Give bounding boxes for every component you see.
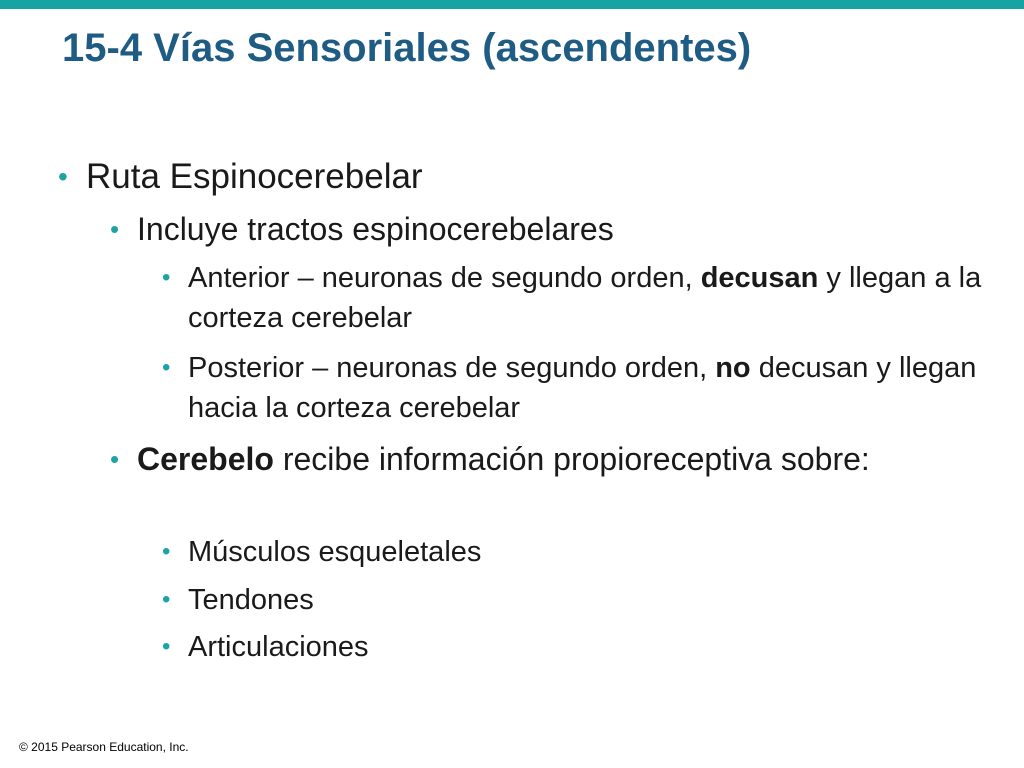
bullet-route <box>58 156 988 198</box>
bullet-text <box>188 348 982 428</box>
bullet-text <box>188 258 982 338</box>
bullet-dot-icon: • <box>110 444 120 474</box>
bullet-dot-icon: • <box>110 214 120 244</box>
bullet-text: Músculos esqueletales <box>188 536 482 568</box>
bullet-tracts <box>110 208 990 251</box>
bullet-text: Ruta Espinocerebelar <box>86 157 423 196</box>
bullet-text-emphasis: Cerebelo <box>137 441 274 477</box>
bullet-tendons <box>162 580 982 620</box>
bullet-muscles <box>162 532 982 572</box>
bullet-text: Incluye tractos espinocerebelares <box>137 211 614 247</box>
slide-title: 15-4 Vías Sensoriales (ascendentes) <box>62 26 752 70</box>
bullet-dot-icon: • <box>162 354 171 381</box>
bullet-posterior <box>162 348 982 428</box>
bullet-dot-icon: • <box>162 586 171 613</box>
bullet-text-emphasis: decusan <box>700 262 819 294</box>
bullet-text-part: decusan y llegan hacia la corteza cerebelar <box>188 352 977 424</box>
bullet-dot-icon: • <box>162 633 171 660</box>
bullet-text-part: Posterior – neuronas de segundo orden, <box>188 352 716 384</box>
bullet-text: Tendones <box>188 584 314 616</box>
bullet-text-part: y llegan a la corteza cerebelar <box>188 262 982 334</box>
bullet-text-part: Anterior – neuronas de segundo orden, <box>188 262 701 294</box>
top-accent-bar <box>0 0 1024 9</box>
bullet-text-part: recibe información propioreceptiva sobre: <box>273 441 870 477</box>
bullet-text-emphasis: no <box>715 352 751 384</box>
copyright-footer: © 2015 Pearson Education, Inc. <box>19 740 189 754</box>
bullet-dot-icon: • <box>162 538 171 565</box>
bullet-dot-icon: • <box>162 264 171 291</box>
bullet-joints <box>162 627 982 667</box>
bullet-dot-icon: • <box>58 161 68 192</box>
bullet-text: Articulaciones <box>188 631 369 663</box>
bullet-anterior <box>162 258 982 338</box>
bullet-text <box>137 438 890 481</box>
bullet-cerebellum <box>110 438 890 481</box>
